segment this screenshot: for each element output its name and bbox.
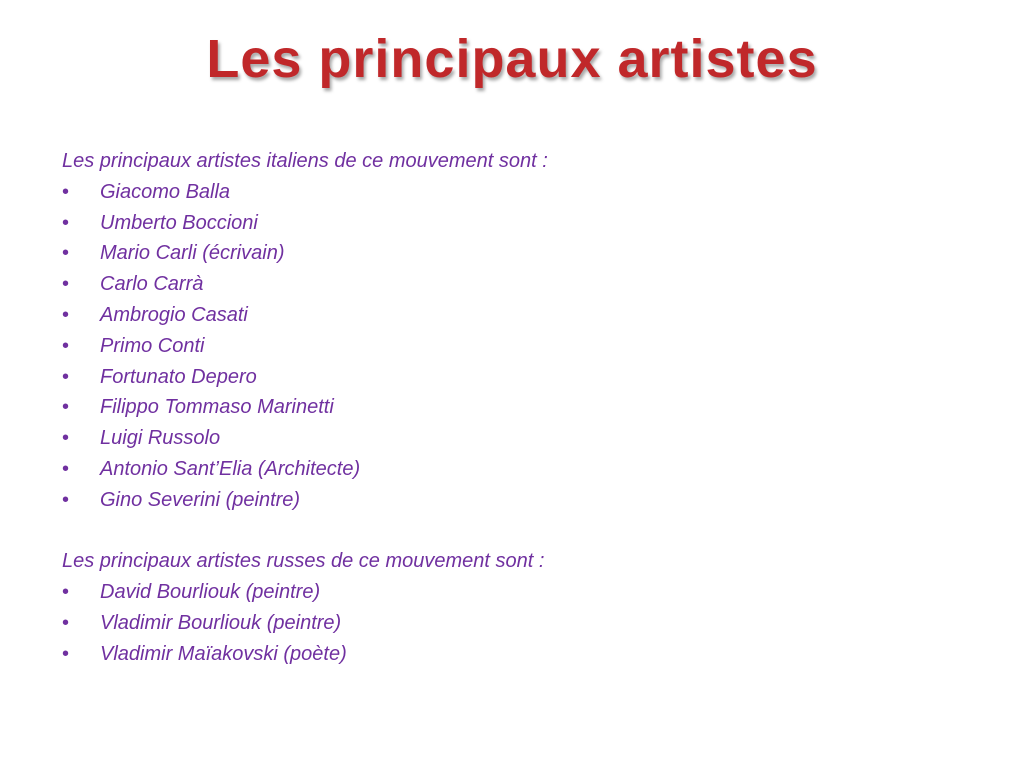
slide-content: [62, 146, 962, 670]
list-item: [62, 177, 962, 208]
list-item: [62, 208, 962, 239]
bullet-icon: •: [62, 427, 70, 450]
list-item: [62, 362, 962, 393]
artist-name: Luigi Russolo: [100, 427, 221, 450]
artist-name: Antonio Sant’Elia (Architecte): [100, 457, 361, 480]
list-item: [62, 238, 962, 269]
artist-name: Fortunato Depero: [100, 365, 257, 388]
bullet-icon: •: [62, 396, 70, 419]
bullet-icon: •: [62, 611, 70, 634]
slide-title: Les principaux artistes: [206, 29, 818, 89]
artist-name: Vladimir Maïakovski (poète): [100, 642, 347, 665]
bullet-icon: •: [62, 334, 70, 357]
list-item: [62, 639, 962, 670]
list-item: [62, 577, 962, 608]
artist-name: Primo Conti: [100, 334, 205, 357]
list-item: [62, 485, 962, 516]
artist-name: Gino Severini (peintre): [100, 488, 301, 511]
list-item: [62, 300, 962, 331]
list-item: [62, 269, 962, 300]
bullet-icon: •: [62, 642, 70, 665]
artist-name: David Bourliouk (peintre): [100, 581, 321, 604]
bullet-icon: •: [62, 180, 70, 203]
artist-name: Filippo Tommaso Marinetti: [100, 396, 334, 419]
artist-name: Mario Carli (écrivain): [100, 242, 285, 265]
list-item: [62, 454, 962, 485]
section-spacer: [62, 516, 962, 547]
bullet-icon: •: [62, 365, 70, 388]
russian-intro: Les principaux artistes russes de ce mouvement sont :: [62, 550, 545, 573]
artist-name: Vladimir Bourliouk (peintre): [100, 611, 342, 634]
artist-name: Ambrogio Casati: [100, 303, 248, 326]
list-item: [62, 392, 962, 423]
italian-artist-list: [62, 177, 962, 516]
russian-artist-list: [62, 577, 962, 669]
bullet-icon: •: [62, 273, 70, 296]
bullet-icon: •: [62, 242, 70, 265]
artist-name: Giacomo Balla: [100, 180, 231, 203]
bullet-icon: •: [62, 581, 70, 604]
italian-intro: Les principaux artistes italiens de ce mouvement sont :: [62, 150, 548, 172]
bullet-icon: •: [62, 457, 70, 480]
artist-name: Carlo Carrà: [100, 273, 204, 296]
bullet-icon: •: [62, 303, 70, 326]
artist-name: Umberto Boccioni: [100, 211, 258, 234]
bullet-icon: •: [62, 488, 70, 511]
list-item: [62, 423, 962, 454]
bullet-icon: •: [62, 211, 70, 234]
list-item: [62, 608, 962, 639]
list-item: [62, 331, 962, 362]
